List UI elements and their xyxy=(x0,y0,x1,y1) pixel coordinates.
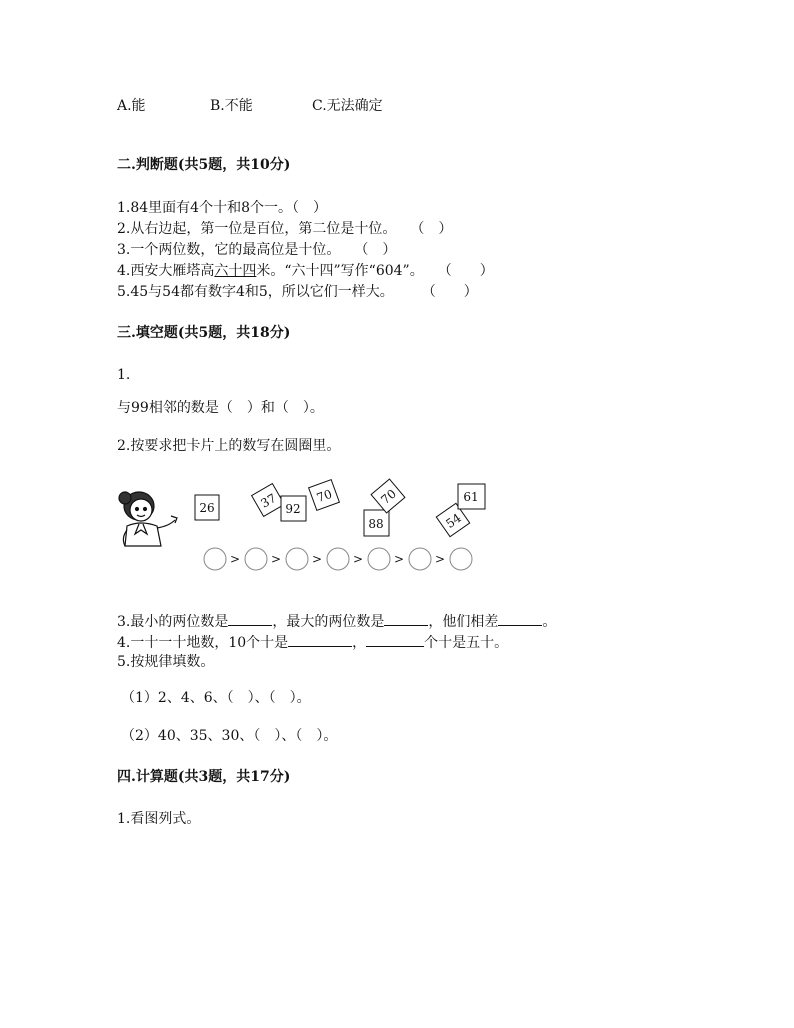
fill-q4 xyxy=(117,632,508,652)
fill-q5-2: （2）40、35、30、（ ）、（ ）。 xyxy=(121,728,338,744)
svg-text:92: 92 xyxy=(285,502,301,516)
answer-blank[interactable] xyxy=(366,632,424,647)
card-26 xyxy=(195,495,219,520)
option-b: B.不能 xyxy=(210,98,253,114)
answer-circle xyxy=(327,548,349,570)
svg-text:88: 88 xyxy=(368,517,384,531)
answer-circle xyxy=(204,548,226,570)
answer-circle xyxy=(245,548,267,570)
card-70-a xyxy=(309,480,340,511)
fill-q5-1: （1）2、4、6、（ ）、（ ）。 xyxy=(121,690,311,706)
svg-text:61: 61 xyxy=(463,490,479,504)
judge-q4-pre: 4.西安大雁塔高 xyxy=(117,263,215,279)
fill-q3-part-d: 。 xyxy=(542,614,557,630)
fill-q4-part-b: ， xyxy=(352,635,367,651)
card-37 xyxy=(252,484,285,517)
svg-text:70: 70 xyxy=(378,486,399,508)
svg-text:54: 54 xyxy=(443,510,464,531)
answer-blank[interactable] xyxy=(498,611,542,626)
fill-q5: 5.按规律填数。 xyxy=(117,654,215,670)
svg-text:26: 26 xyxy=(199,501,215,515)
gt-sign: > xyxy=(352,552,364,566)
greater-than-signs xyxy=(230,552,445,566)
judge-q4-underlined: 六十四 xyxy=(214,263,257,279)
fill-q3 xyxy=(117,611,556,631)
fill-q2: 2.按要求把卡片上的数写在圆圈里。 xyxy=(117,438,341,454)
calc-q1: 1.看图列式。 xyxy=(117,811,201,827)
number-cards-figure xyxy=(117,478,487,583)
option-c: C.无法确定 xyxy=(312,98,383,114)
judge-q1: 1.84里面有4个十和8个一。（ ） xyxy=(117,200,327,216)
judge-q4 xyxy=(117,262,494,280)
gt-sign: > xyxy=(311,552,323,566)
judge-q4-post: 米。“六十四”写作“604”。 （ ） xyxy=(256,263,494,279)
fill-q3-part-b: ，最大的两位数是 xyxy=(272,614,385,630)
judge-q5: 5.45与54都有数字4和5，所以它们一样大。 （ ） xyxy=(117,284,478,300)
card-61 xyxy=(458,484,485,509)
gt-sign: > xyxy=(393,552,405,566)
gt-sign: > xyxy=(270,552,282,566)
fill-q1-number: 1. xyxy=(117,367,131,383)
answer-circle xyxy=(368,548,390,570)
fill-q3-part-a: 3.最小的两位数是 xyxy=(117,614,229,630)
answer-blank[interactable] xyxy=(384,611,428,626)
answer-circles xyxy=(204,548,472,570)
answer-blank[interactable] xyxy=(288,632,352,647)
answer-circle xyxy=(409,548,431,570)
section-3-title: 三.填空题(共5题，共18分) xyxy=(117,325,291,341)
gt-sign: > xyxy=(229,552,241,566)
fill-q4-part-c: 个十是五十。 xyxy=(424,635,509,651)
card-92 xyxy=(281,496,306,521)
judge-q2: 2.从右边起，第一位是百位，第二位是十位。 （ ） xyxy=(117,221,453,237)
card-70-b xyxy=(371,479,405,513)
svg-text:37: 37 xyxy=(258,490,279,511)
section-2-title: 二.判断题(共5题，共10分) xyxy=(117,157,291,173)
card-88 xyxy=(364,510,389,536)
answer-blank[interactable] xyxy=(228,611,272,626)
fill-q4-part-a: 4.一十一十地数，10个十是 xyxy=(117,635,289,651)
fill-q3-part-c: ，他们相差 xyxy=(428,614,499,630)
fill-q1-text: 与99相邻的数是（ ）和（ ）。 xyxy=(117,400,324,416)
option-a: A.能 xyxy=(117,98,146,114)
gt-sign: > xyxy=(434,552,446,566)
answer-circle xyxy=(450,548,472,570)
answer-circle xyxy=(286,548,308,570)
svg-text:70: 70 xyxy=(314,486,334,506)
section-4-title: 四.计算题(共3题，共17分) xyxy=(117,769,291,785)
girl-illustration xyxy=(119,492,177,546)
judge-q3: 3.一个两位数，它的最高位是十位。 （ ） xyxy=(117,242,397,258)
